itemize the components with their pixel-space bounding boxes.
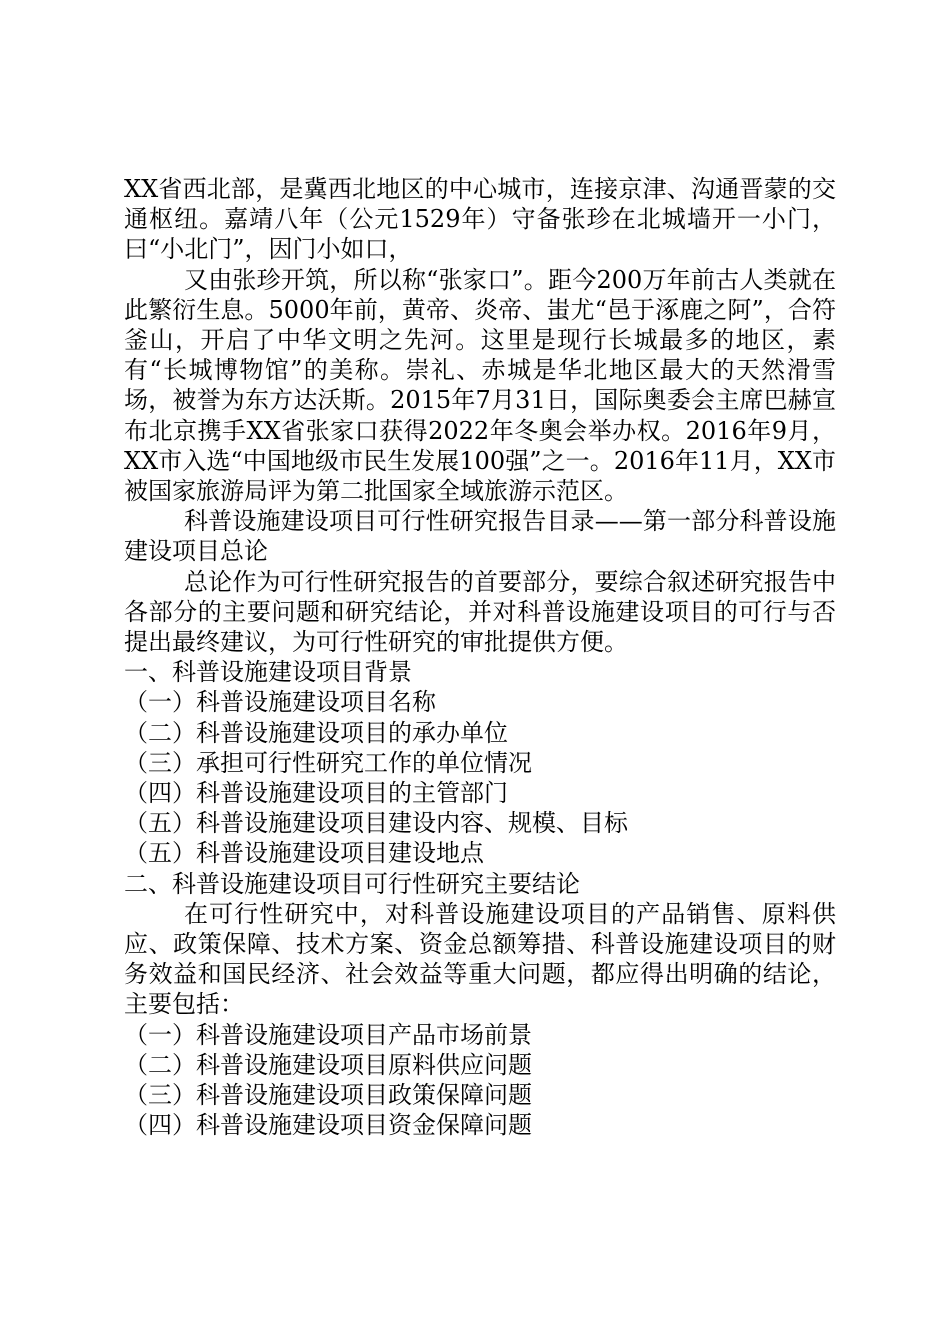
paragraph-conclusions-intro: 在可行性研究中，对科普设施建设项目的产品销售、原料供应、政策保障、技术方案、资金总额筹措、科普设施建设项目的财务效益和国民经济、社会效益等重大问题，都应得出明确的结论，主要包括： — [124, 899, 836, 1019]
list-item: （五）科普设施建设项目建设地点 — [124, 839, 484, 868]
list-item: （四）科普设施建设项目的主管部门 — [124, 779, 508, 808]
list-item: （一）科普设施建设项目名称 — [124, 688, 436, 717]
paragraph-city-intro: XX省西北部，是冀西北地区的中心城市，连接京津、沟通晋蒙的交通枢纽。嘉靖八年（公元1529年）守备张珍在北城墙开一小门，曰“小北门”，因门小如口， — [124, 175, 836, 264]
document-body — [124, 174, 836, 1141]
list-item: （四）科普设施建设项目资金保障问题 — [124, 1111, 532, 1140]
section-heading-background: 一、科普设施建设项目背景 — [124, 658, 412, 687]
list-item: （一）科普设施建设项目产品市场前景 — [124, 1020, 532, 1049]
list-item: （二）科普设施建设项目原料供应问题 — [124, 1050, 532, 1079]
list-item: （二）科普设施建设项目的承办单位 — [124, 718, 508, 747]
paragraph-overview: 总论作为可行性研究报告的首要部分，要综合叙述研究报告中各部分的主要问题和研究结论，并对科普设施建设项目的可行与否提出最终建议，为可行性研究的审批提供方便。 — [124, 567, 836, 657]
section-heading-conclusions: 二、科普设施建设项目可行性研究主要结论 — [124, 869, 580, 898]
list-item: （三）承担可行性研究工作的单位情况 — [124, 748, 532, 777]
paragraph-toc-heading: 科普设施建设项目可行性研究报告目录——第一部分科普设施建设项目总论 — [124, 507, 836, 566]
list-item: （三）科普设施建设项目政策保障问题 — [124, 1081, 532, 1110]
paragraph-city-history: 又由张珍开筑，所以称“张家口”。距今200万年前古人类就在此繁衍生息。5000年前，黄帝、炎帝、蚩尤“邑于涿鹿之阿”，合符釜山，开启了中华文明之先河。这里是现行长城最多的地区，素有“长城博物馆”的美称。崇礼、赤城是华北地区最大的天然滑雪场，被誉为东方达沃斯。2015年7月31日，国际奥委会主席巴赫宣布北京携手XX省张家口获得2022年冬奥会举办权。2016年9月，XX市入选“中国地级市民生发展100强”之一。2016年11月，XX市被国家旅游局评为第二批国家全域旅游示范区。 — [124, 265, 836, 506]
list-item: （五）科普设施建设项目建设内容、规模、目标 — [124, 809, 628, 838]
